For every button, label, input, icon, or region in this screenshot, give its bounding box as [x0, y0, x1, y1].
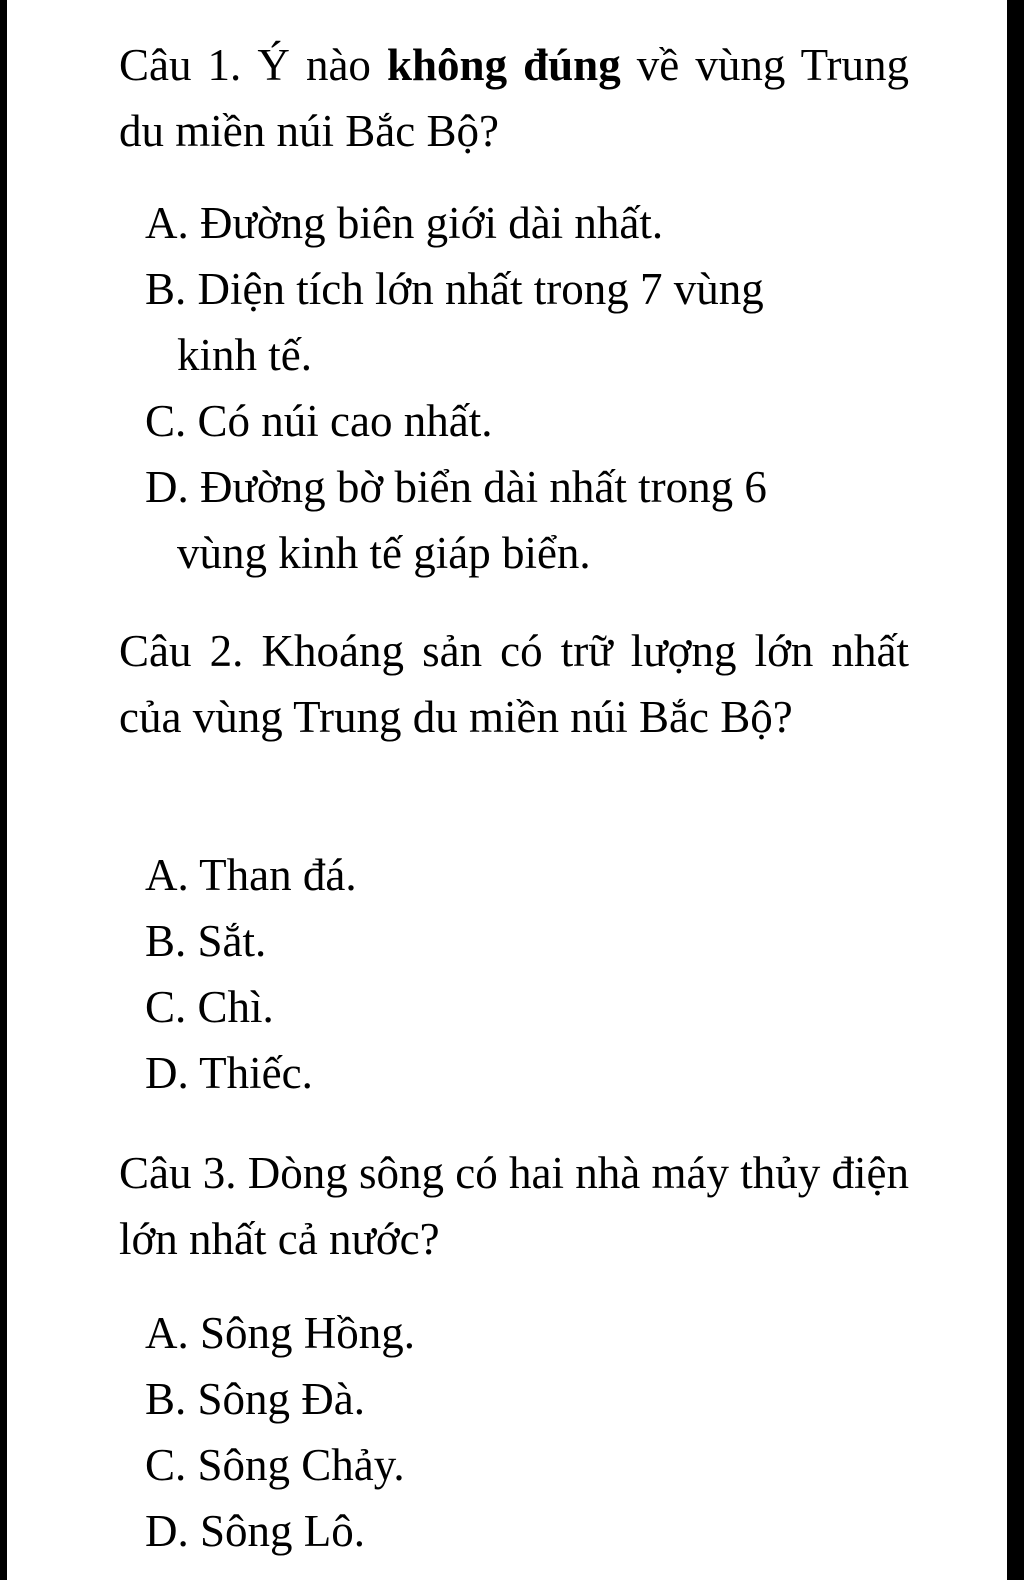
document-page [7, 0, 1007, 1580]
question-3-option-d: D. Sông Lô. [145, 1506, 366, 1556]
question-1-option-a: A. Đường biên giới dài nhất. [145, 198, 664, 248]
question-1-option-c: C. Có núi cao nhất. [145, 396, 493, 446]
question-1-option-b-line2: kinh tế. [177, 330, 312, 380]
question-3-text: Câu 3. Dòng sông có hai nhà máy thủy điện lớn nhất cả nước? [119, 1148, 909, 1264]
question-2-option-a: A. Than đá. [145, 850, 357, 900]
question-2-option-b: B. Sắt. [145, 916, 267, 966]
question-3-option-a: A. Sông Hồng. [145, 1308, 416, 1358]
question-2-text: Câu 2. Khoáng sản có trữ lượng lớn nhất của vùng Trung du miền núi Bắc Bộ? [119, 626, 909, 742]
question-1-option-d-line1: D. Đường bờ biển dài nhất trong 6 [145, 462, 767, 512]
question-3-option-c: C. Sông Chảy. [145, 1440, 405, 1490]
question-2-option-c: C. Chì. [145, 982, 274, 1032]
question-1-emphasis: không đúng [386, 40, 621, 90]
question-1-option-d [145, 454, 909, 586]
question-2-option-d: D. Thiếc. [145, 1048, 313, 1098]
question-1-option-b [145, 256, 909, 388]
question-1-text [119, 32, 909, 164]
question-1-suffix: về vùng Trung du miền núi Bắc Bộ? [119, 40, 909, 156]
question-1-option-d-line2: vùng kinh tế giáp biển. [177, 528, 591, 578]
question-3-option-b: B. Sông Đà. [145, 1374, 366, 1424]
question-1-option-b-line1: B. Diện tích lớn nhất trong 7 vùng [145, 264, 764, 314]
question-1-prefix: Câu 1. Ý nào [119, 40, 387, 90]
